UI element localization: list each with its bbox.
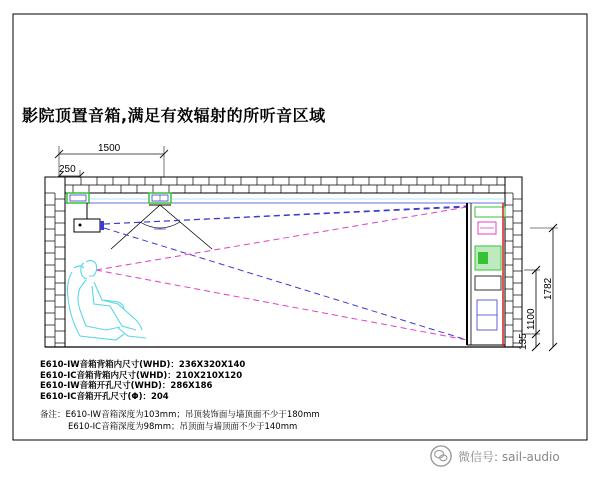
dimension-label-1782: 1782 xyxy=(543,277,554,300)
spec-line: E610-IW音箱开孔尺寸(WHD)：286X186 xyxy=(40,381,213,391)
ceiling-speaker-ic xyxy=(149,193,171,203)
dimension-label-1500: 1500 xyxy=(98,143,121,154)
ceiling-speaker-iw xyxy=(67,193,89,203)
note-line-2: E610-IC音箱深度为98mm；吊顶面与墙顶面不少于140mm xyxy=(68,422,298,432)
wechat-watermark xyxy=(430,445,560,467)
dimension-label-250: 250 xyxy=(59,164,76,175)
dimension-label-135: 135 xyxy=(518,333,529,350)
installation-notes xyxy=(40,409,320,433)
spec-line: E610-IC音箱背箱内尺寸(WHD)：210X210X120 xyxy=(40,370,243,381)
speaker-specs xyxy=(40,360,245,402)
spec-line: E610-IW音箱背箱内尺寸(WHD)：236X320X140 xyxy=(40,360,246,370)
dispersion-cone xyxy=(111,205,212,249)
left-brick-wall xyxy=(45,177,65,347)
projection-lines-blue xyxy=(104,206,467,340)
projection-screen xyxy=(467,203,505,345)
projector xyxy=(74,203,104,232)
diagram-title: 影院顶置音箱,满足有效辐射的所听音区域 xyxy=(22,106,326,125)
ceiling-brick-wall xyxy=(45,177,520,193)
note-line-1: 备注：E610-IW音箱深度为103mm；吊顶装饰面与墙顶面不少于180mm xyxy=(40,410,320,420)
watermark-text: 微信号: sail-audio xyxy=(458,449,560,464)
spec-line: E610-IC音箱开孔尺寸(Φ)：204 xyxy=(40,391,169,402)
dimension-vertical xyxy=(518,224,558,351)
front-speaker-stack xyxy=(475,207,505,330)
dimension-label-1100: 1100 xyxy=(526,308,537,330)
wechat-icon xyxy=(430,445,452,467)
right-brick-wall xyxy=(505,177,522,347)
